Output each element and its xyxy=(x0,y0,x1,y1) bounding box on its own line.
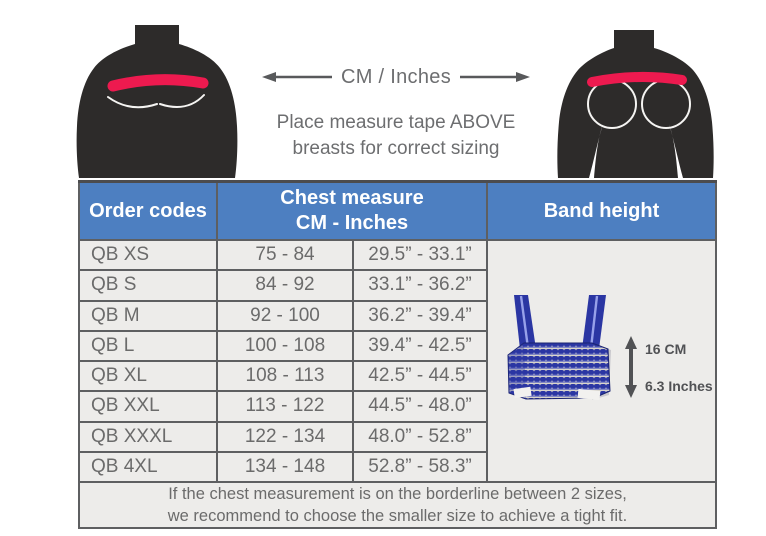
footer-note xyxy=(79,482,716,528)
table-header-row xyxy=(79,182,716,241)
footer-note-line2: we recommend to choose the smaller size to achieve a tight fit. xyxy=(167,507,628,525)
torso-shape xyxy=(77,25,238,178)
header-chest-measure-line2: CM - Inches xyxy=(295,212,409,234)
band-height-cell xyxy=(487,240,716,482)
header-chest-measure xyxy=(217,182,487,241)
order-code-cell: QB XXL xyxy=(79,391,217,421)
binder-garment-image xyxy=(504,293,616,405)
header-order-codes: Order codes xyxy=(79,182,217,241)
chest-cm-cell: 122 - 134 xyxy=(217,422,353,452)
chest-inches-cell: 39.4” - 42.5” xyxy=(353,331,487,361)
chest-inches-cell: 44.5” - 48.0” xyxy=(353,391,487,421)
header-band-height: Band height xyxy=(487,182,716,241)
footer-note-line1: If the chest measurement is on the borderline between 2 sizes, xyxy=(168,485,627,503)
size-table xyxy=(78,180,717,529)
order-code-cell: QB XS xyxy=(79,240,217,270)
chest-inches-cell: 48.0” - 52.8” xyxy=(353,422,487,452)
instruction-line-1: Place measure tape ABOVE xyxy=(276,112,516,133)
chest-inches-cell: 42.5” - 44.5” xyxy=(353,361,487,391)
order-code-cell: QB S xyxy=(79,270,217,300)
chest-cm-cell: 100 - 108 xyxy=(217,331,353,361)
chest-inches-cell: 29.5” - 33.1” xyxy=(353,240,487,270)
red-measure-band xyxy=(592,77,682,82)
band-height-cm-label: 16 CM xyxy=(645,341,687,357)
band-height-illustration xyxy=(488,241,715,481)
measure-unit-label: CM / Inches xyxy=(341,65,451,88)
chest-cm-cell: 108 - 113 xyxy=(217,361,353,391)
order-code-cell: QB XXXL xyxy=(79,422,217,452)
red-measure-band xyxy=(113,80,203,86)
order-code-cell: QB L xyxy=(79,331,217,361)
torso-silhouette-right xyxy=(552,20,720,178)
order-code-cell: QB 4XL xyxy=(79,452,217,482)
band-height-inches-label: 6.3 Inches xyxy=(645,378,713,394)
torso-silhouette-left xyxy=(75,20,240,178)
band-height-arrow-icon xyxy=(622,336,640,398)
order-code-cell: QB XL xyxy=(79,361,217,391)
chest-cm-cell: 134 - 148 xyxy=(217,452,353,482)
chest-cm-cell: 84 - 92 xyxy=(217,270,353,300)
header-chest-measure-line1: Chest measure xyxy=(280,187,424,209)
chest-cm-cell: 113 - 122 xyxy=(217,391,353,421)
instruction-text xyxy=(237,110,555,162)
arrow-left-icon xyxy=(262,70,332,84)
chest-inches-cell: 33.1” - 36.2” xyxy=(353,270,487,300)
instruction-line-2: breasts for correct sizing xyxy=(292,138,500,159)
table-row xyxy=(79,240,716,270)
chest-cm-cell: 75 - 84 xyxy=(217,240,353,270)
arrow-right-icon xyxy=(460,70,530,84)
measure-unit-row xyxy=(252,64,540,90)
chest-inches-cell: 52.8” - 58.3” xyxy=(353,452,487,482)
chest-cm-cell: 92 - 100 xyxy=(217,301,353,331)
order-code-cell: QB M xyxy=(79,301,217,331)
chest-inches-cell: 36.2” - 39.4” xyxy=(353,301,487,331)
table-footer-row xyxy=(79,482,716,528)
